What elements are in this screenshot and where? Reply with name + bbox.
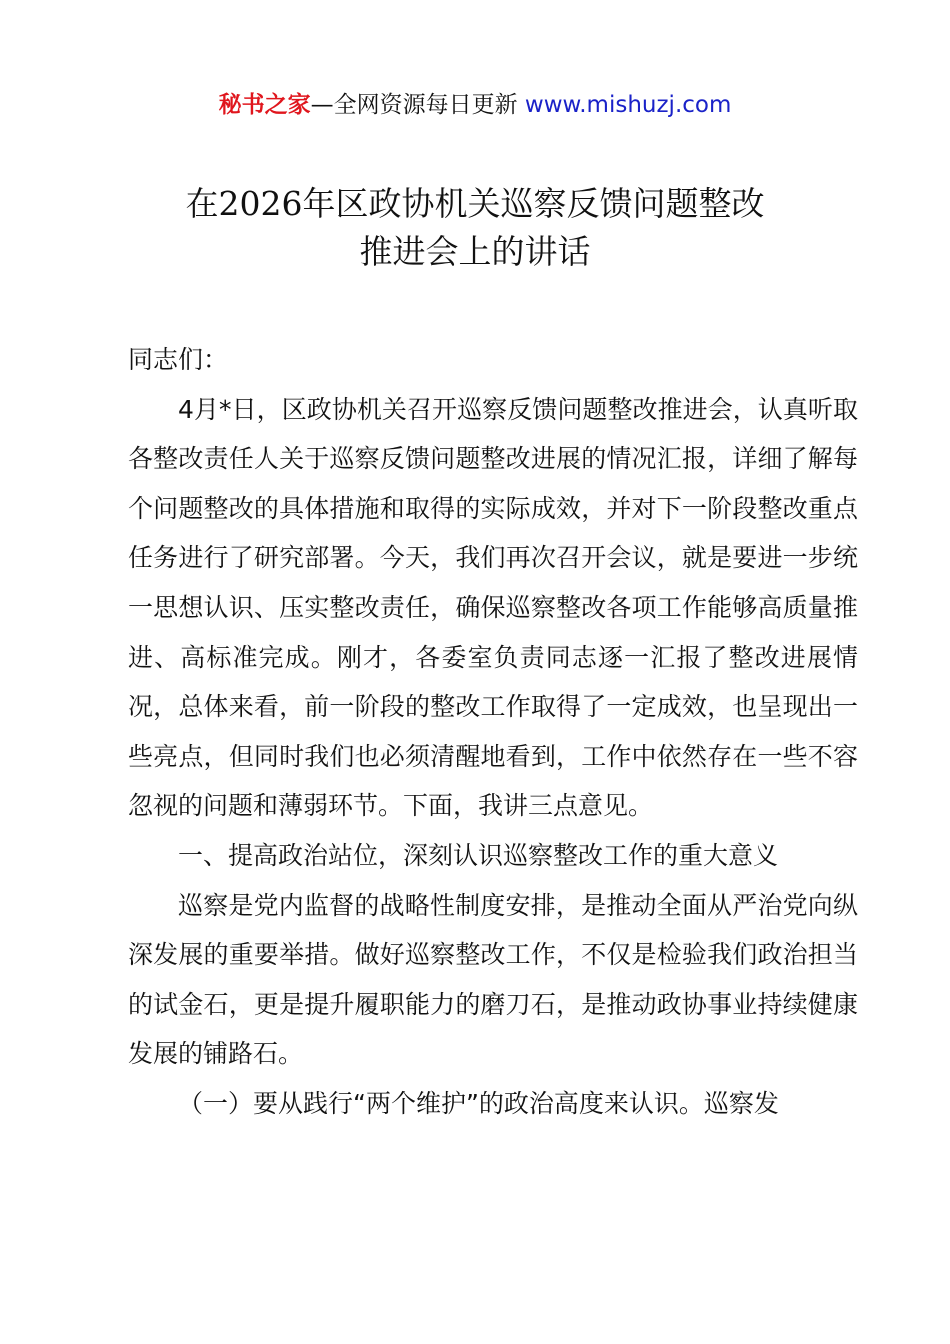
header-tagline: —全网资源每日更新 (310, 92, 518, 118)
paragraph-intro: 4月*日，区政协机关召开巡察反馈问题整改推进会，认真听取各整改责任人关于巡察反馈问题整改进展的情况汇报，详细了解每个问题整改的具体措施和取得的实际成效，并对下一阶段整改重点任务进行了研究部署。今天，我们再次召开会议，就是要进一步统一思想认识、压实整改责任，确保巡察整改各项工作能够高质量推进、高标准完成。刚才，各委室负责同志逐一汇报了整改进展情况，总体来看，前一阶段的整改工作取得了一定成效，也呈现出一些亮点，但同时我们也必须清醒地看到，工作中依然存在一些不容忽视的问题和薄弱环节。下面，我讲三点意见。 (128, 394, 858, 821)
title-line-1: 在2026年区政协机关巡察反馈问题整改 (185, 184, 765, 223)
brand-name: 秘书之家 (218, 92, 311, 118)
title-line-2: 推进会上的讲话 (359, 232, 591, 271)
site-header (0, 88, 950, 122)
site-url-link[interactable]: www.mishuzj.com (524, 92, 732, 118)
section-heading-1: 一、提高政治站位，深刻认识巡察整改工作的重大意义 (178, 840, 779, 870)
paragraph-section-1: 巡察是党内监督的战略性制度安排，是推动全面从严治党向纵深发展的重要举措。做好巡察整改工作，不仅是检验我们政治担当的试金石，更是提升履职能力的磨刀石，是推动政协事业持续健康发展的铺路石。 (128, 890, 858, 1069)
document-body (128, 335, 858, 1129)
salutation: 同志们： (128, 345, 229, 374)
document-title (0, 180, 950, 276)
paragraph-subsection-1: （一）要从践行“两个维护”的政治高度来认识。巡察发 (178, 1088, 779, 1118)
